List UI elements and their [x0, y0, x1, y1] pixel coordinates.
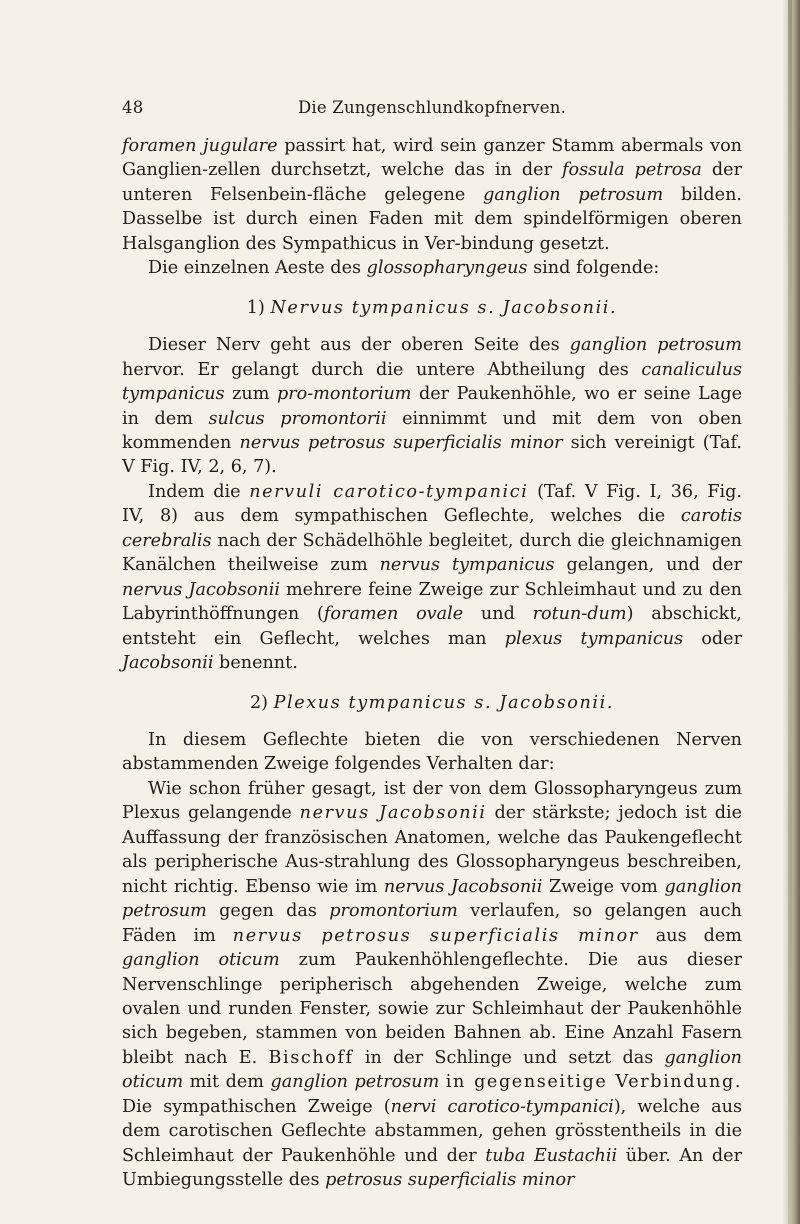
text-run: zum Paukenhöhlengeflechte. Die aus dieser Nervenschlinge peripherisch abgehenden Zweige, welche zum ovalen und runden Fenster, sowie zur Schleimhaut der Paukenhöhle sich begeben, stammen von beiden Bahnen ab. Eine Anzahl Fasern bleibt nach E.	[122, 950, 742, 1068]
text-run: benennt.	[213, 653, 298, 674]
heading-number: 1)	[246, 297, 271, 318]
running-title: Die Zungenschlundkopfnerven.	[297, 98, 567, 117]
emphasis-spaced: in gegenseitige Verbindung.	[445, 1072, 743, 1093]
paragraph-4	[122, 480, 742, 676]
term: ganglion petrosum	[122, 876, 743, 922]
text-run: in der Schlinge und setzt das	[353, 1047, 665, 1068]
term: nervus petrosus superficialis minor	[239, 432, 563, 453]
text-run: der unteren Felsenbein-fläche gelegene	[122, 160, 742, 205]
text-run: Die sympathischen Zweige (	[122, 1096, 391, 1117]
term: foramen jugulare	[122, 136, 278, 156]
paragraph-6	[122, 777, 742, 1193]
term: nervuli carotico-tympanici	[249, 481, 529, 502]
page-edge-shadow	[782, 0, 800, 1224]
text-run: Wie schon früher gesagt, ist der von dem Glossopharyngeus zum Plexus gelangende	[122, 778, 742, 824]
text-run: Die einzelnen Aeste des	[148, 258, 367, 279]
text-run: sind folgende:	[527, 258, 660, 279]
text-run: sich vereinigt (Taf. V Fig. IV, 2, 6, 7).	[122, 432, 742, 478]
page-body	[122, 134, 742, 1193]
paragraph-1	[122, 134, 742, 256]
section-heading-2	[122, 691, 742, 715]
text-run: mehrere feine Zweige zur Schleimhaut und zu den Labyrinthöffnungen (	[122, 579, 742, 625]
term: Jacobsonii	[122, 653, 214, 674]
text-run: verlaufen, so gelangen auch Fäden im	[122, 901, 742, 946]
text-run: (Taf. V Fig. I, 36, Fig. IV, 8) aus dem sympathischen Geflechte, welches die	[122, 481, 743, 527]
text-run: nach der Schädelhöhle begleitet, durch die gleichnamigen Kanälchen theilweise zum	[122, 530, 742, 576]
text-run: In diesem Geflechte bieten die von verschiedenen Nerven abstammenden Zweige folgendes Verhalten dar:	[122, 729, 742, 775]
term: petrosus superficialis minor	[325, 1170, 575, 1191]
term: ganglion petrosum	[270, 1072, 440, 1093]
term: tuba Eustachii	[485, 1145, 618, 1166]
text-run: ) abschickt, entsteht ein Geflecht, welches man	[122, 604, 742, 649]
heading-title: Plexus tympanicus s. Jacobsonii.	[273, 692, 615, 713]
author-name: Bischoff	[268, 1047, 354, 1068]
heading-number: 2)	[249, 692, 274, 713]
term: foramen ovale	[323, 604, 464, 625]
text-run: Indem die	[148, 481, 250, 502]
text-run: Dieser Nerv geht aus der oberen Seite des	[148, 335, 570, 356]
term: nervus tympanicus	[379, 555, 555, 576]
term: ganglion petrosum	[483, 184, 664, 205]
text-run: hervor. Er gelangt durch die untere Abtheilung des	[122, 359, 642, 380]
text-run: zum	[224, 384, 277, 405]
page-header	[122, 94, 742, 124]
term: fossula petrosa	[562, 160, 702, 181]
text-run: passirt hat, wird sein ganzer Stamm abermals von Ganglien-zellen durchsetzt, welche das in der	[122, 136, 742, 181]
term: nervus Jacobsonii	[299, 803, 487, 824]
section-heading-1	[122, 296, 742, 320]
heading-title: Nervus tympanicus s. Jacobsonii.	[270, 297, 618, 318]
term: nervus petrosus superficialis minor	[232, 925, 639, 946]
term: plexus tympanicus	[504, 628, 684, 649]
paragraph-3	[122, 333, 742, 480]
text-run: gelangen, und der	[554, 555, 742, 576]
text-run: über. An der Umbiegungsstelle des	[122, 1145, 742, 1191]
text-run: mit dem	[183, 1072, 271, 1093]
term: canaliculus tympanicus	[122, 359, 742, 405]
text-run: und	[463, 604, 533, 625]
term: carotis cerebralis	[122, 506, 742, 551]
term: nervi carotico-tympanici	[390, 1096, 614, 1117]
text-run: einnimmt und mit dem von oben kommenden	[122, 408, 742, 453]
text-run: bilden. Dasselbe ist durch einen Faden mit dem spindelförmigen oberen Halsganglion des Sympathicus in Ver-bindung gesetzt.	[122, 184, 742, 254]
text-run: der Paukenhöhle, wo er seine Lage in dem	[122, 384, 742, 429]
text-run: aus dem	[638, 925, 742, 946]
text-run: ), welche aus dem carotischen Geflechte abstammen, gehen grösstentheils in die Schleimhaut der Paukenhöhle und der	[122, 1096, 742, 1166]
text-run: gegen das	[206, 901, 330, 922]
term: promontorium	[329, 901, 458, 922]
paragraph-5	[122, 728, 742, 777]
term: nervus Jacobsonii	[122, 579, 280, 600]
term: rotun-dum	[532, 604, 627, 625]
page-number: 48	[122, 98, 144, 117]
term: glossopharyngeus	[366, 258, 528, 279]
term: nervus Jacobsonii	[383, 876, 543, 897]
text-run: der stärkste; jedoch ist die Auffassung der französischen Anatomen, welche das Paukengeflecht als peripherische Aus-strahlung des Glossopharyngeus beschreiben, nicht richtig. Ebenso wie im	[122, 803, 742, 897]
term: pro-montorium	[276, 384, 412, 405]
term: ganglion oticum	[122, 1047, 742, 1093]
term: sulcus promontorii	[208, 408, 387, 429]
paragraph-2	[122, 256, 742, 280]
text-run: oder	[683, 628, 742, 649]
term: ganglion oticum	[122, 950, 280, 971]
term: ganglion petrosum	[569, 335, 742, 356]
text-run: Zweige vom	[542, 876, 665, 897]
